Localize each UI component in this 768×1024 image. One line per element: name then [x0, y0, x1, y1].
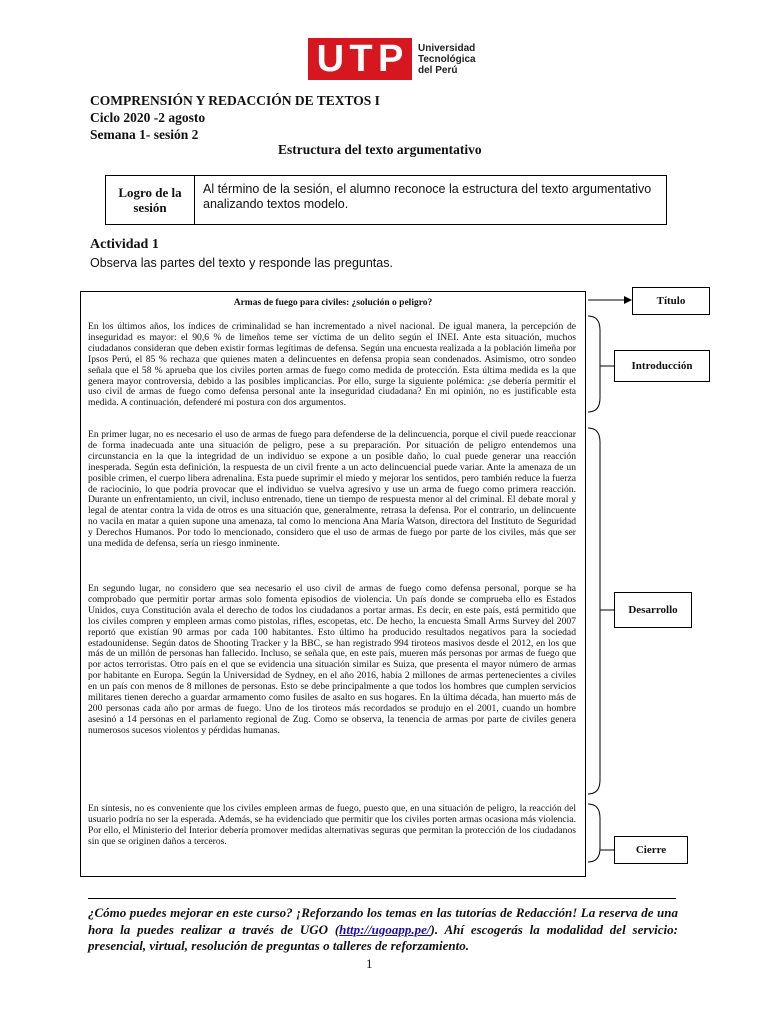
logo-letter-t: T: [349, 38, 373, 80]
label-introduccion: Introducción: [614, 350, 710, 382]
footer-note: [88, 905, 678, 955]
logo-letter-u: U: [316, 38, 345, 80]
logro-label: Logro de la sesión: [106, 176, 195, 224]
activity-title: Actividad 1: [90, 237, 159, 252]
logo-line-3: del Perú: [418, 64, 458, 76]
logro-text: Al término de la sesión, el alumno reconoce la estructura del texto argumentativo analizando textos modelo.: [203, 182, 652, 211]
cycle-label: Ciclo 2020 -2 agosto: [90, 110, 206, 125]
article-paragraph-conclusion: En síntesis, no es conveniente que los civiles empleen armas de fuego, puesto que, en una situación de peligro, la reacción del usuario podría no ser la esperada. Además, se ha evidenciado que permitir que los civiles porten armas ocasiona más violencia. Por ello, el Ministerio del Interior debería promover medidas alternativas seguras que permitan la protección de los ciudadanos sin que se originen daños a terceros.: [88, 803, 576, 847]
label-cierre: Cierre: [614, 836, 688, 864]
article-paragraph-intro: En los últimos años, los índices de criminalidad se han incrementado a nivel nacional. De igual manera, la percepción de inseguridad es mayor: el 90,6 % de limeños teme ser víctima de un delito según el INEI. Ante esta situación, muchos ciudadanos consideran que deben existir formas legítimas de defensa. Según una encuesta realizada a la población limeña por Ipsos Perú, el 85 % rechaza que quienes maten a delincuentes en defensa propia sean condenados. Asimismo, otro sondeo señala que el 58 % aprueba que los civiles porten armas de fuego como medida de protección. Esta última medida es la que genera mayor controversia, debido a las posibles implicancias. Por ello, surge la siguiente polémica: ¿se debería permitir el uso civil de armas de fuego como defensa personal ante la inseguridad ciudadana? En mi opinión, no es justificable esta medida. A continuación, defenderé mi postura con dos argumentos.: [88, 321, 576, 409]
footer-divider: [88, 898, 676, 899]
article-paragraph-argument-2: En segundo lugar, no considero que sea necesario el uso civil de armas de fuego como defensa personal, porque se ha comprobado que permitir portar armas solo fomenta episodios de violencia. Un país donde se comprueba ello es Estados Unidos, cuya Constitución avala el derecho de todos los ciudadanos a portar armas. Es decir, en este país, está permitido que los civiles compren y empleen armas como pistolas, rifles, escopetas, etc. De hecho, la encuesta Small Arms Survey del 2007 reportó que existían 90 armas por cada 100 habitantes. Esto último ha producido resultados negativos para la sociedad estadounidense. Según datos de Shooting Tracker y la BBC, se han registrado 994 tiroteos masivos desde el 2012, en los que más de un millón de personas han fallecido. Incluso, se señala que, en este país, mueren más personas por armas de fuego que por actos terroristas. Otro país en el que se evidencia una situación similar es Suiza, que presenta el mayor número de armas por habitante en Europa. Según la Universidad de Sydney, en el año 2016, había 2 millones de armas pertenecientes a civiles en un país con menos de 8 millones de personas. Esto se debe principalmente a que todos los hombres que cumplen servicios militares tienen derecho a guardar armamento como fusiles de asalto en sus hogares. En la última década, han muerto más de 200 personas cada año por armas de fuego. Uno de los tiroteos más recordados se produjo en el 2001, cuando un hombre asesinó a 14 personas en el parlamento regional de Zug. Como se observa, la tenencia de armas por parte de civiles genera numerosos sucesos violentos y pérdidas humanas.: [88, 583, 576, 736]
ugo-link[interactable]: http://ugoapp.pe/: [339, 921, 431, 937]
page-number: 1: [366, 956, 373, 971]
course-title: COMPRENSIÓN Y REDACCIÓN DE TEXTOS I: [90, 93, 380, 108]
label-desarrollo: Desarrollo: [614, 592, 692, 628]
activity-instruction: Observa las partes del texto y responde las preguntas.: [90, 256, 393, 270]
logo-line-1: Universidad: [418, 42, 476, 54]
article-paragraph-argument-1: En primer lugar, no es necesario el uso de armas de fuego para defenderse de la delincuencia, porque el civil puede reaccionar de forma inadecuada ante una situación de peligro, pese a su preparación. Por situación de peligro entendemos una circunstancia en la que la integridad de un individuo se expone a un posible daño, lo cual puede generar una reacción inesperada. Según esta definición, la respuesta de un civil frente a un acto delincuencial puede variar. Ante la amenaza de un posible crimen, el cuerpo libera adrenalina. Esta puede suprimir el miedo y mejorar los sentidos, pero también reduce la fuerza de raciocinio, lo que podría provocar que el individuo se vuelva agresivo y use un arma de fuego como primera reacción. Durante un enfrentamiento, un civil, incluso entrenado, tiene un tiempo de respuesta menor al del criminal. El debate moral y legal de atentar contra la vida de otros es una situación que, generalmente, retrasa la defensa. Por el contrario, un delincuente no vacila en matar a quien supone una amenaza, tal como lo menciona Ana María Watson, directora del Instituto de Seguridad y Derechos Humanos. Por todo lo mencionado, considero que el uso de armas de fuego por parte de los civiles, más que ser una medida de defensa, sería un riesgo inminente.: [88, 429, 576, 550]
article-title: Armas de fuego para civiles: ¿solución o peligro?: [233, 298, 433, 308]
session-subtitle: Estructura del texto argumentativo: [278, 142, 482, 157]
footer-text-before: ¿Cómo puedes mejorar en este curso? ¡Reforzando los temas en las tutorías de Redacción! La reserva de una hora la puedes realizar a través de UGO (: [88, 905, 678, 937]
label-titulo: Título: [632, 287, 710, 315]
logo-letter-p: P: [377, 38, 404, 80]
week-label: Semana 1- sesión 2: [90, 127, 199, 142]
logo-line-2: Tecnológica: [418, 53, 476, 65]
footer-text-after: ). Ahí escogerás la modalidad del servicio: presencial, virtual, resolución de preguntas o talleres de reforzamiento.: [88, 921, 678, 953]
